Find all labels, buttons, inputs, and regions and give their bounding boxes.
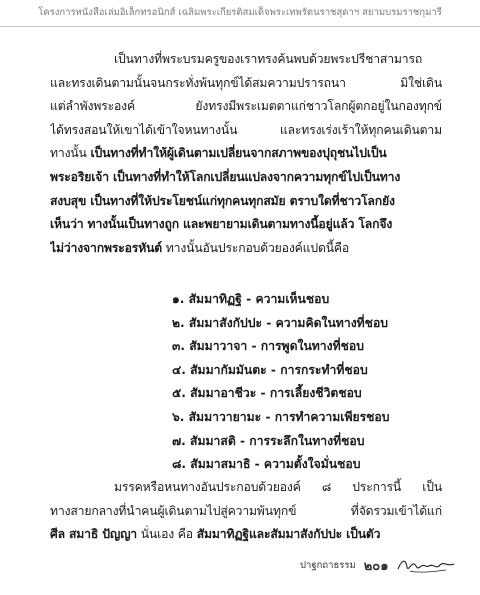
paragraph-1-line-8: เห็นว่า ทางนั้นเป็นทางถูก และพยายามเดินตามทางนี้อยู่แล้ว โลกจึง bbox=[50, 217, 393, 232]
path-item-1: ๑. สัมมาทิฏฐิ - ความเห็นชอบ bbox=[172, 292, 330, 306]
line-9-bold: ไม่ว่างจากพระอรหันต์ bbox=[50, 240, 163, 255]
eightfold-path-list bbox=[172, 288, 452, 477]
page-footer bbox=[300, 552, 456, 578]
line-3-bold-a: ศีล สมาธิ ปัญญา bbox=[50, 527, 137, 542]
line-9-normal: ทางนั้นอันประกอบด้วยองค์แปดนี้คือ bbox=[162, 240, 350, 255]
line-5-normal: ทางนั้น bbox=[50, 146, 91, 161]
book-title: ปาฐกถาธรรม bbox=[300, 559, 356, 571]
page-number: ๒๐๑ bbox=[363, 558, 389, 574]
paragraph-2-line-1: มรรคหรือหนทางอันประกอบด้วยองค์ ๘ ประการนี้ เป็น bbox=[114, 480, 442, 494]
path-item-6: ๖. สัมมาวายามะ - การทำความเพียรชอบ bbox=[172, 409, 390, 424]
signature-icon bbox=[396, 555, 456, 575]
path-item-2: ๒. สัมมาสังกัปปะ - ความคิดในทางที่ชอบ bbox=[172, 315, 389, 330]
paragraph-1-line-3: แต่ลำพังพระองค์ ยังทรงมีพระเมตตาแก่ชาวโลกผู้ตกอยู่ในกองทุกข์ bbox=[50, 99, 442, 114]
paragraph-1-line-5 bbox=[50, 142, 442, 166]
line-5-bold: เป็นทางที่ทำให้ผู้เดินตามเปลี่ยนจากสภาพของปุถุชนไปเป็น bbox=[90, 146, 387, 161]
paragraph-1-line-6: พระอริยเจ้า เป็นทางที่ทำให้โลกเปลี่ยนแปลงจากความทุกข์ไปเป็นทาง bbox=[50, 169, 401, 184]
paragraph-2-line-2: ทางสายกลางที่นำคนผู้เดินตามไปสู่ความพ้นทุกข์ ที่จัดรวมเข้าได้แก่ bbox=[50, 503, 442, 518]
paragraph-2-line-3 bbox=[50, 523, 442, 547]
path-item-8: ๘. สัมมาสมาธิ - ความตั้งใจมั่นชอบ bbox=[172, 457, 361, 472]
paragraph-1-line-7: สงบสุข เป็นทางที่ให้ประโยชน์แก่ทุกคนทุกสมัย ตราบใดที่ชาวโลกยัง bbox=[50, 193, 395, 208]
paragraph-1-line-1: เป็นทางที่พระบรมครูของเราทรงค้นพบด้วยพระปรีชาสามารถ bbox=[114, 52, 423, 66]
paragraph-1 bbox=[50, 48, 442, 260]
path-item-4: ๔. สัมมากัมมันตะ - การกระทำที่ชอบ bbox=[172, 362, 368, 377]
line-3-bold-b: สัมมาทิฏฐิและสัมมาสังกัปปะ เป็นตัว bbox=[196, 527, 381, 542]
paragraph-2 bbox=[50, 476, 442, 547]
line-3-normal: นั่นเอง คือ bbox=[137, 527, 197, 542]
running-header bbox=[0, 0, 480, 27]
header-text: โครงการหนังสือเล่มอิเล็กทรอนิกส์ เฉลิมพระเกียรติสมเด็จพระเทพรัตนราชสุดาฯ สยามบรมราชกุมารี bbox=[38, 7, 442, 18]
paragraph-1-line-2: และทรงเดินตามนั้นจนกระทั่งพ้นทุกข์ได้สมความปรารถนา มิใช่เดิน bbox=[50, 75, 442, 90]
path-item-3: ๓. สัมมาวาจา - การพูดในทางที่ชอบ bbox=[172, 339, 364, 354]
path-item-5: ๕. สัมมาอาชีวะ - การเลี้ยงชีวิตชอบ bbox=[172, 386, 362, 401]
path-item-7: ๗. สัมมาสติ - การระลึกในทางที่ชอบ bbox=[172, 433, 365, 448]
paragraph-1-line-4: ได้ทรงสอนให้เขาได้เข้าใจหนทางนั้น และทรงเร่งเร้าให้ทุกคนเดินตาม bbox=[50, 122, 442, 137]
paragraph-1-line-9 bbox=[50, 237, 442, 261]
